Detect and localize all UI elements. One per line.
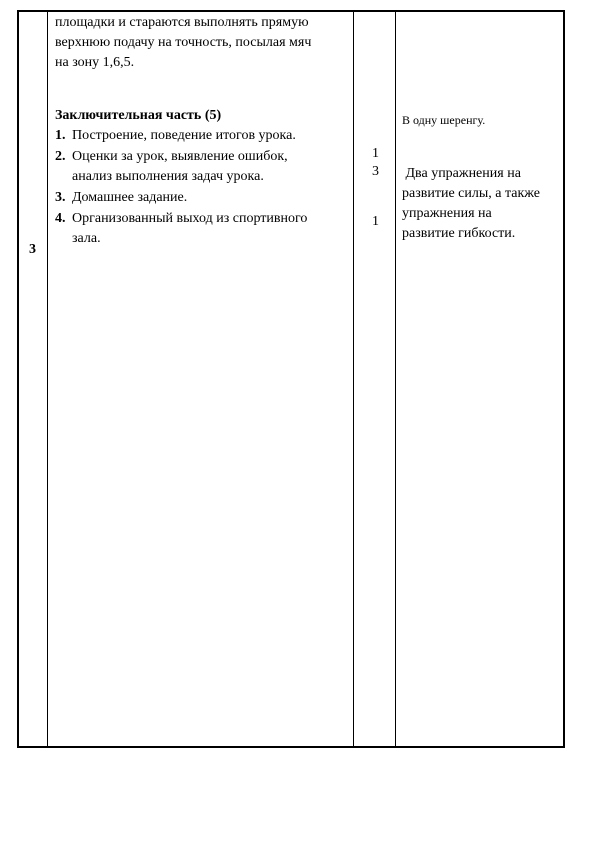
intro-line: верхнюю подачу на точность, посылая мяч: [55, 35, 312, 50]
notes-line: Два упражнения на: [402, 166, 521, 181]
intro-line: площадки и стараются выполнять прямую: [55, 15, 309, 30]
step-text: Организованный выход из спортивного: [72, 211, 308, 226]
section-title: Заключительная часть (5): [55, 108, 222, 123]
list-item: [55, 209, 355, 249]
lesson-table: [17, 10, 565, 748]
step-text: анализ выполнения задач урока.: [72, 169, 264, 184]
intro-text: [55, 13, 355, 73]
list-item: [55, 147, 355, 187]
step-text: зала.: [72, 231, 101, 246]
dosage-value: 1: [372, 214, 379, 229]
list-item: [55, 126, 355, 146]
step-number: 1.: [55, 128, 66, 143]
dosage-value: 1: [372, 146, 379, 161]
notes-homework: [402, 164, 572, 244]
row-number: 3: [29, 242, 36, 257]
step-number: 2.: [55, 149, 66, 164]
step-number: 3.: [55, 190, 66, 205]
dosage-value: 3: [372, 164, 379, 179]
intro-line: на зону 1,6,5.: [55, 55, 135, 70]
notes-line: развитие силы, а также: [402, 186, 540, 201]
steps-list: [55, 126, 355, 250]
list-item: [55, 188, 355, 208]
step-text: Домашнее задание.: [72, 190, 188, 205]
column-divider: [47, 12, 48, 746]
column-divider: [395, 12, 396, 746]
notes-line: упражнения на: [402, 206, 492, 221]
notes-line: развитие гибкости.: [402, 226, 516, 241]
step-text: Построение, поведение итогов урока.: [72, 128, 296, 143]
column-divider: [353, 12, 354, 746]
notes-formation: В одну шеренгу.: [402, 113, 486, 127]
step-text: Оценки за урок, выявление ошибок,: [72, 149, 288, 164]
step-number: 4.: [55, 211, 66, 226]
